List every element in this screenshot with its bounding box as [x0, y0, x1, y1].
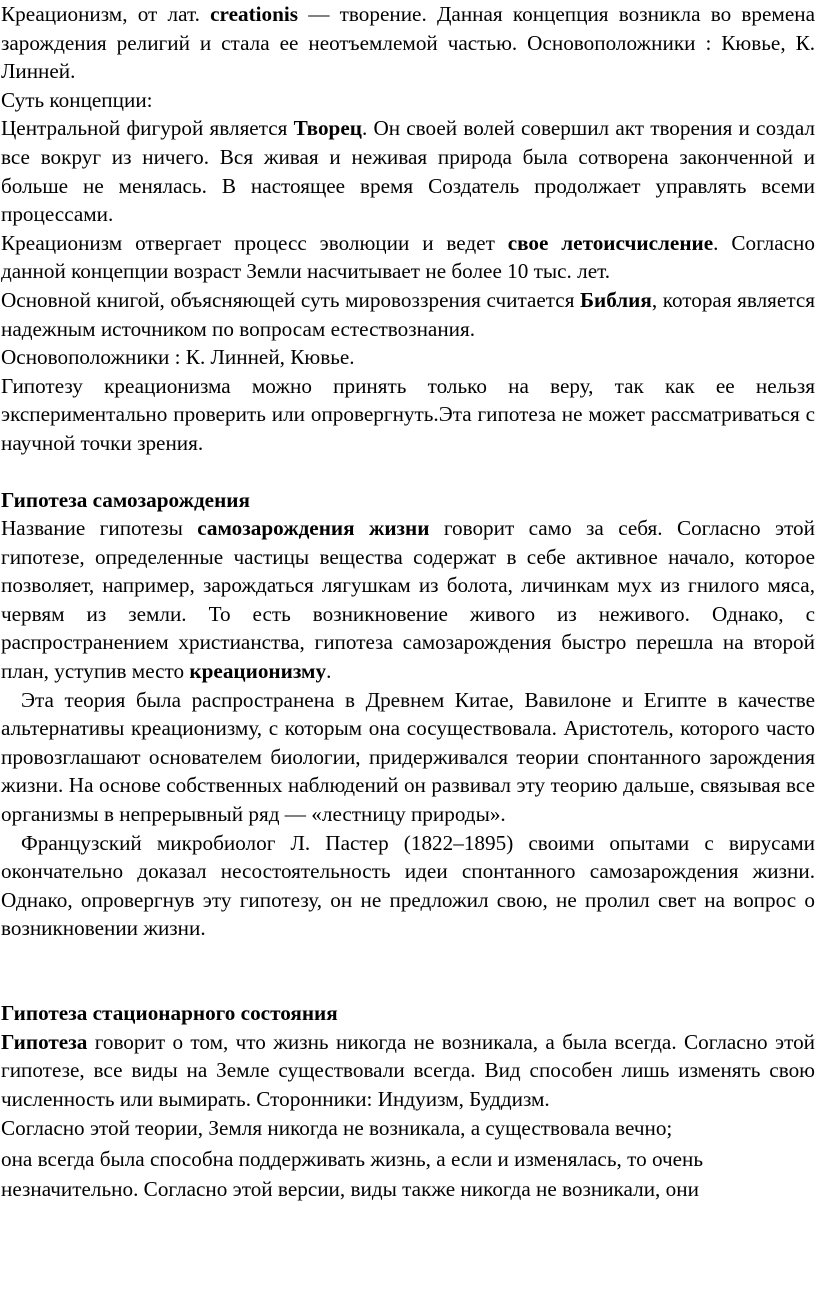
steady-state-paragraph-3: она всегда была способна поддерживать жизнь, а если и изменялась, то очень незначительно. Согласно этой версии, виды также никогда не возникали, они	[1, 1146, 704, 1202]
text-run: .	[326, 659, 332, 684]
bold-term: Гипотеза	[1, 1029, 88, 1054]
spacer	[1, 458, 815, 486]
creationism-intro	[1, 0, 815, 86]
bold-term: Творец	[293, 116, 362, 141]
text-run: . Согласно данной концепции возраст Земли насчитывает не более 10 тыс. лет.	[1, 230, 815, 284]
text-run: Основной книгой, объясняющей суть мировоззрения считается	[1, 287, 581, 312]
heading-spontaneous-generation: Гипотеза самозарождения	[1, 487, 250, 512]
essence-label: Суть концепции:	[1, 87, 153, 112]
bold-term: Библия	[580, 287, 652, 312]
spontaneous-paragraph-2: Эта теория была распространена в Древнем Китае, Вавилоне и Египте в качестве альтернативы креационизму, с которым она сосуществовала. Аристотель, которого часто провозглашают основателем биологии, придерживался теории спонтанного зарождения жизни. На основе собственных наблюдений он развивал эту теорию дальше, связывая все организмы в непрерывный ряд — «лестницу природы».	[1, 687, 815, 827]
text-run: Название гипотезы	[1, 516, 198, 541]
text-run: Центральной фигурой является	[1, 116, 294, 141]
rejects-evolution-paragraph	[1, 229, 815, 286]
heading-steady-state: Гипотеза стационарного состояния	[1, 1001, 338, 1025]
text-run: . Он своей волей совершил акт творения и создал все вокруг из ничего. Вся живая и неживая природа была сотворена законченной и больше не менялась. В настоящее время Создатель продолжает управлять всеми процессами.	[1, 116, 815, 227]
text-run: говорит само за себя. Согласно этой гипотезе, определенные частицы вещества содержат в себе активное начало, которое позволяет, например, зарождаться лягушкам из болота, личинкам мух из гнилого мяса, червям из земли. То есть возникновение живого из неживого. Однако, с распространением христианства, гипотеза самозарождения быстро перешла на второй план, уступив место	[1, 516, 815, 684]
text-run: Креационизм, от лат.	[1, 2, 211, 26]
creator-paragraph	[1, 114, 815, 228]
text-run: , которая является надежным источником по вопросам естествознания.	[1, 287, 815, 341]
bold-term: creationis	[210, 2, 299, 26]
bold-term: самозарождения жизни	[197, 516, 430, 541]
bold-term: креационизму	[189, 659, 327, 684]
steady-state-paragraph-1	[1, 1028, 815, 1114]
bible-paragraph	[1, 286, 815, 343]
steady-state-paragraph-2: Согласно этой теории, Земля никогда не возникала, а существовала вечно;	[1, 1116, 673, 1141]
bold-term: свое летоисчисление	[507, 230, 714, 255]
text-run: говорит о том, что жизнь никогда не возникала, а была всегда. Согласно этой гипотезе, все виды на Земле существовали всегда. Вид способен лишь изменять свою численность или вымирать. Сторонники: Индуизм, Буддизм.	[1, 1029, 815, 1111]
spacer	[1, 943, 815, 999]
spontaneous-paragraph-3: Французский микробиолог Л. Пастер (1822–1895) своими опытами с вирусами окончательно доказал несостоятельность идеи спонтанного самозарождения жизни. Однако, опровергнув эту гипотезу, он не предложил свою, не пролил свет на вопрос о возникновении жизни.	[1, 830, 815, 941]
faith-paragraph: Гипотезу креационизма можно принять только на веру, так как ее нельзя экспериментально проверить или опровергнуть.Эта гипотеза не может рассматриваться с научной точки зрения.	[1, 373, 815, 455]
founders-line: Основоположники : К. Линней, Кювье.	[1, 345, 355, 370]
text-run: Креационизм отвергает процесс эволюции и ведет	[1, 230, 508, 255]
spontaneous-paragraph-1	[1, 514, 815, 686]
text-run: — творение. Данная концепция возникла во времена зарождения религий и стала ее неотъемлемой частью. Основоположники : Кювье, К. Линней.	[1, 2, 815, 84]
